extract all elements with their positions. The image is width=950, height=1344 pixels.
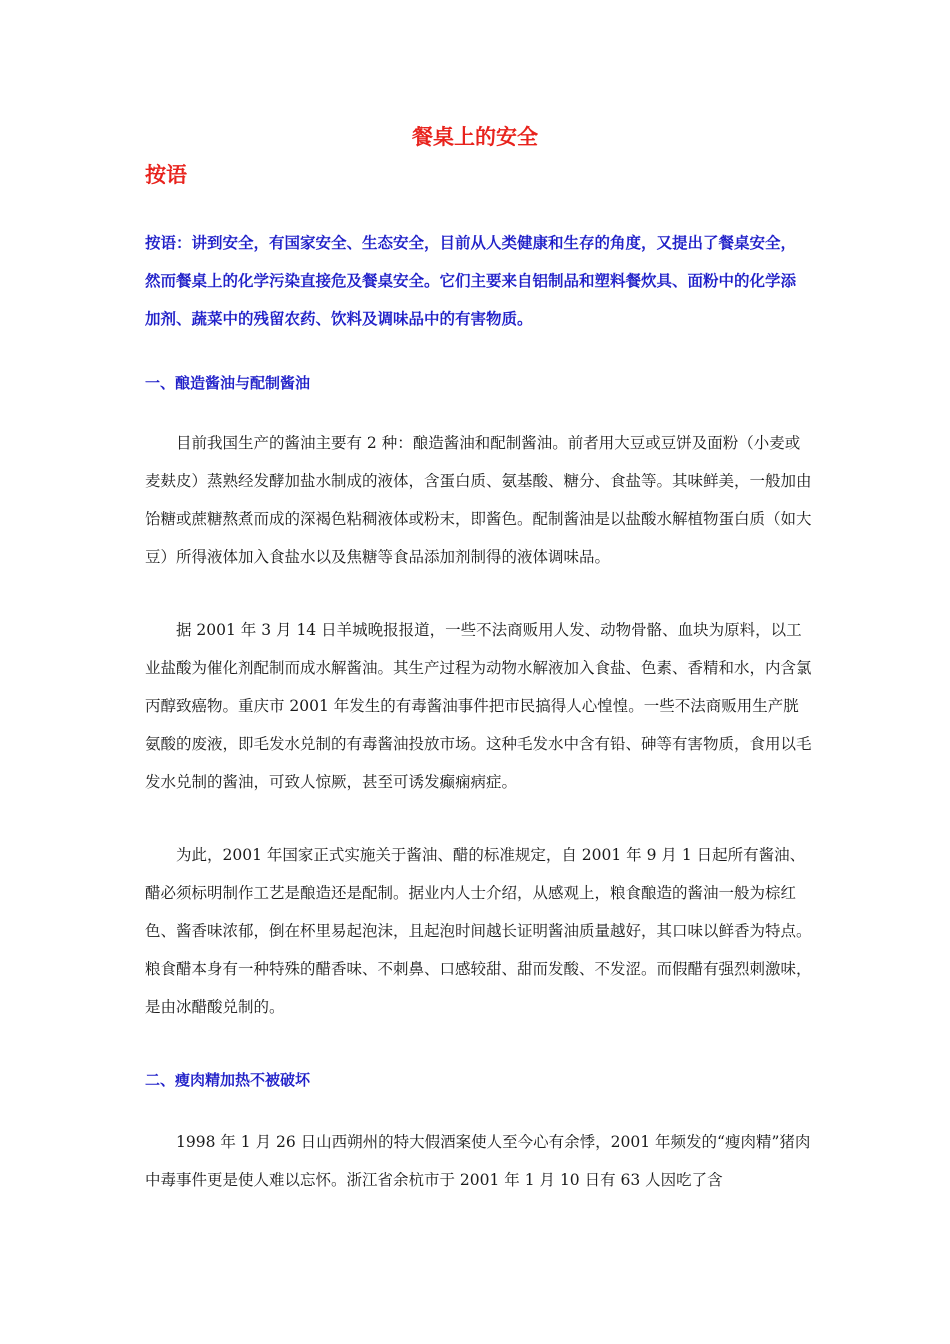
document-title: 餐桌上的安全 (412, 125, 538, 149)
paragraph: 1998 年 1 月 26 日山西朔州的特大假酒案使人至今心有余悸，2001 年频发的“瘦肉精”猪肉中毒事件更是使人难以忘怀。浙江省余杭市于 2001 年 1 月 10 日有 63 人因吃了含 (145, 1133, 811, 1189)
section-heading-2: 二、瘦肉精加热不被破坏 (145, 1071, 311, 1089)
paragraph: 目前我国生产的酱油主要有 2 种：酿造酱油和配制酱油。前者用大豆或豆饼及面粉（小麦或麦麸皮）蒸熟经发酵加盐水制成的液体，含蛋白质、氨基酸、糖分、食盐等。其味鲜美，一般加由饴糖或蔗糖熬煮而成的深褐色粘稠液体或粉末，即酱色。配制酱油是以盐酸水解植物蛋白质（如大豆）所得液体加入食盐水以及焦糖等食品添加剂制得的液体调味品。 (145, 434, 812, 566)
section-heading-1: 一、酿造酱油与配制酱油 (145, 374, 311, 392)
paragraph: 据 2001 年 3 月 14 日羊城晚报报道，一些不法商贩用人发、动物骨骼、血块为原料，以工业盐酸为催化剂配制而成水解酱油。其生产过程为动物水解液加入食盐、色素、香精和水，内含氯丙醇致癌物。重庆市 2001 年发生的有毒酱油事件把市民搞得人心惶惶。一些不法商贩用生产胱氨酸的废液，即毛发水兑制的有毒酱油投放市场。这种毛发水中含有铅、砷等有害物质，食用以毛发水兑制的酱油，可致人惊厥，甚至可诱发癫痫病症。 (145, 621, 812, 791)
paragraph: 为此，2001 年国家正式实施关于酱油、醋的标准规定，自 2001 年 9 月 1 日起所有酱油、醋必须标明制作工艺是酿造还是配制。据业内人士介绍，从感观上，粮食酿造的酱油一般为棕红色、酱香味浓郁，倒在杯里易起泡沫，且起泡时间越长证明酱油质量越好，其口味以鲜香为特点。粮食醋本身有一种特殊的醋香味、不刺鼻、口感较甜、甜而发酸、不发涩。而假醋有强烈刺激味，是由冰醋酸兑制的。 (145, 846, 812, 1016)
editor-note: 按语：讲到安全，有国家安全、生态安全，目前从人类健康和生存的角度，又提出了餐桌安全，然而餐桌上的化学污染直接危及餐桌安全。它们主要来自铝制品和塑料餐炊具、面粉中的化学添加剂、蔬菜中的残留农药、饮料及调味品中的有害物质。 (145, 234, 797, 328)
section-title: 按语 (145, 163, 187, 187)
